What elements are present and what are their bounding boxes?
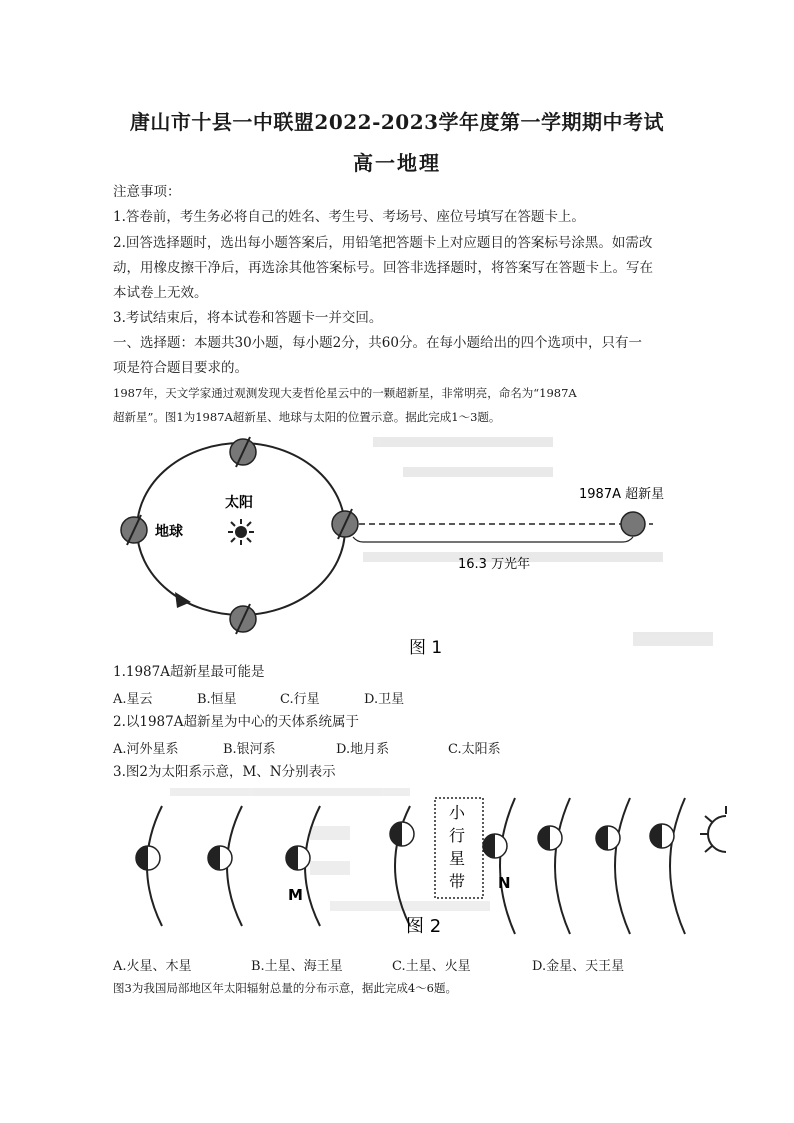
sun-icon (228, 519, 254, 545)
planet-icon (136, 846, 160, 870)
earth-icon (121, 515, 147, 545)
planet-icon (390, 822, 414, 846)
label-n: N (498, 874, 511, 892)
exam-subtitle: 高一地理 (353, 151, 441, 175)
option-d: D.金星、天王星 (532, 959, 625, 974)
option-a: A.火星、木星 (113, 959, 192, 974)
distance-label: 16.3 万光年 (458, 557, 531, 572)
planet-icon (286, 846, 310, 870)
question-stem: 1.1987A超新星最可能是 (113, 664, 265, 680)
earth-icon (332, 509, 358, 539)
exam-title: 唐山市十县一中联盟2022-2023学年度第一学期期中考试 (129, 110, 665, 134)
option-c: C.土星、火星 (392, 959, 471, 974)
option-d: D.地月系 (336, 742, 390, 757)
planet-icon (650, 824, 674, 848)
note-line: 动，用橡皮擦干净后，再选涂其他答案标号。回答非选择题时，将答案写在答题卡上。写在 (113, 260, 653, 276)
option-a: A.河外星系 (113, 742, 179, 757)
note-line: 1.答卷前，考生务必将自己的姓名、考生号、考场号、座位号填写在答题卡上。 (113, 209, 585, 225)
orbit-arrow-icon (175, 592, 191, 608)
option-c: C.太阳系 (448, 742, 501, 757)
figure-2-caption: 图 2 (406, 916, 442, 937)
passage-text: 图3为我国局部地区年太阳辐射总量的分布示意，据此完成4～6题。 (113, 981, 457, 995)
distance-bracket (353, 537, 633, 542)
option-b: B.恒星 (197, 692, 237, 707)
planet-icon (538, 826, 562, 850)
planet-icon (596, 826, 620, 850)
planet-icon (483, 834, 507, 858)
option-a: A.星云 (113, 692, 153, 707)
note-line: 3.考试结束后，将本试卷和答题卡一并交回。 (113, 310, 383, 326)
label-m: M (288, 886, 303, 904)
figure-1-caption: 图 1 (409, 638, 443, 658)
belt-label-char: 行 (449, 826, 466, 845)
note-line: 2.回答选择题时，选出每小题答案后，用铅笔把答题卡上对应题目的答案标号涂黑。如需改 (113, 235, 653, 251)
supernova-label: 1987A 超新星 (579, 487, 665, 502)
note-line: 本试卷上无效。 (113, 285, 208, 301)
sun-icon (700, 806, 726, 852)
section-instruction: 项是符合题目要求的。 (113, 360, 248, 376)
option-b: B.土星、海王星 (251, 959, 343, 974)
planet-icon (208, 846, 232, 870)
belt-label-char: 带 (449, 872, 466, 891)
earth-icon (230, 437, 256, 467)
question-stem: 3.图2为太阳系示意，M、N分别表示 (113, 764, 336, 780)
option-b: B.银河系 (223, 742, 276, 757)
supernova-icon (621, 512, 645, 536)
sun-label: 太阳 (225, 495, 253, 511)
figure-2 (110, 786, 740, 946)
earth-label: 地球 (155, 524, 183, 540)
earth-icon (230, 604, 256, 634)
passage-text: 1987年，天文学家通过观测发现大麦哲伦星云中的一颗超新星，非常明亮，命名为“1987A (113, 386, 577, 400)
notes-heading: 注意事项： (113, 184, 181, 200)
option-c: C.行星 (280, 692, 320, 707)
passage-text: 超新星”。图1为1987A超新星、地球与太阳的位置示意。据此完成1～3题。 (113, 410, 501, 424)
option-d: D.卫星 (364, 692, 405, 707)
question-stem: 2.以1987A超新星为中心的天体系统属于 (113, 714, 359, 730)
belt-label-char: 星 (449, 849, 466, 868)
figure-1 (113, 432, 723, 660)
section-instruction: 一、选择题：本题共30小题，每小题2分，共60分。在每小题给出的四个选项中，只有一 (113, 335, 642, 351)
belt-label-char: 小 (449, 803, 466, 822)
